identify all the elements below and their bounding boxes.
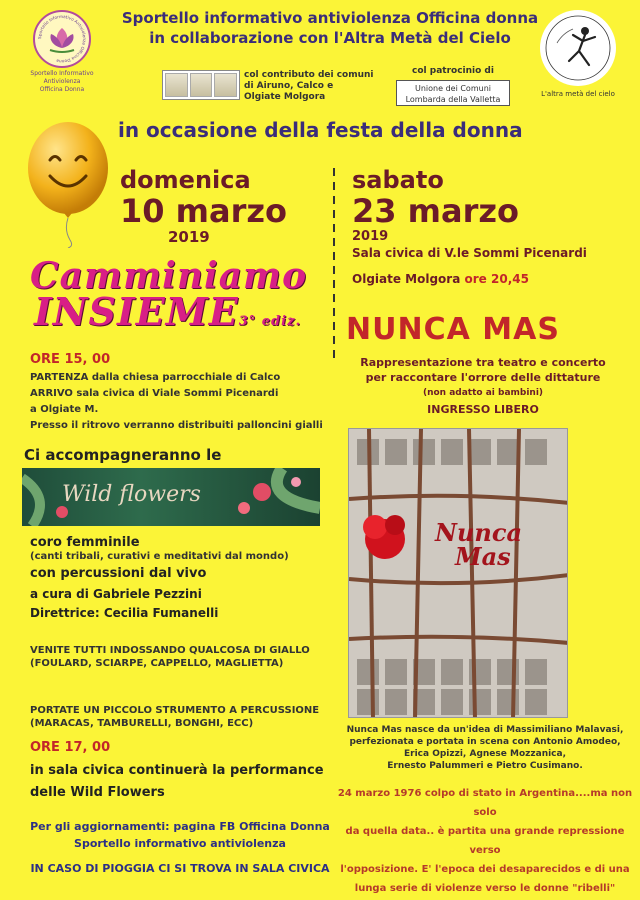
contrib-line-3: Olgiate Molgora [244,92,326,102]
instr-line-1: PORTATE UN PICCOLO STRUMENTO A PERCUSSIONE [30,705,320,716]
header-line-1: Sportello informativo antiviolenza Officina donna [121,9,539,27]
right-year: 2019 [352,229,389,244]
poster-title [435,518,522,571]
history-text [336,784,634,898]
right-town: Olgiate Molgora [352,272,461,286]
credit-line: perfezionata e portata in scena con Antonio Amodeo, [349,737,621,747]
choir-text: coro femminile [30,535,140,550]
logo-left-caption-1: Sportello Informativo Antiviolenza [30,70,94,85]
credit-line: Ernesto Palummeri e Pietro Cusimano. [387,761,583,771]
contrib-line-2: di Airuno, Calco e [244,81,334,91]
walk-title-2 [34,289,344,340]
lotus-logo-icon [33,10,91,68]
rain-note: IN CASO DI PIOGGIA CI SI TROVA IN SALA CIVICA [30,862,330,875]
patronage-label: col patrocinio di [412,66,494,76]
detail-line: ARRIVO sala civica di Viale Sommi Picenardi [30,388,279,399]
percussion-text: con percussioni dal vivo [30,566,207,581]
walk-edition: 3° ediz. [238,314,301,329]
nunca-mas-poster [348,428,568,718]
walk-title: Camminiamo [30,255,308,297]
poster-title-1: Nunca [435,518,522,547]
curated-text: a cura di Gabriele Pezzini [30,587,202,601]
show-description [338,355,628,385]
history-line: da quella data.. è partita una grande repressione verso [345,826,625,856]
credit-line: Nunca Mas nasce da un'idea di Massimiliano Malavasi, [346,725,624,735]
crest-airuno-icon [165,73,188,97]
continue-text [30,760,324,804]
left-details [30,370,330,434]
detail-line: a Olgiate M. [30,404,99,415]
nunca-mas-title: NUNCA MAS [346,312,560,347]
director-text: Direttrice: Cecilia Fumanelli [30,606,219,620]
credit-line: Erica Opizzi, Agnese Mozzanica, [403,749,567,759]
choir-note: (canti tribali, curativi e meditativi dal mondo) [30,551,289,562]
accompany-text: Ci accompagneranno le [24,446,222,464]
header-title [120,8,540,48]
wild-flowers-banner [22,468,320,526]
logo-left-caption-2: Officina Donna [39,86,85,93]
contribution-text [244,70,379,103]
free-entry: INGRESSO LIBERO [427,403,539,416]
right-day: sabato [352,166,444,194]
yellow-line-1: VENITE TUTTI INDOSSANDO QUALCOSA DI GIALLO [30,645,310,656]
left-time-1: ORE 15, 00 [30,352,111,367]
continue-line-1: in sala civica continuerà la performance [30,763,324,778]
patron-line-2: Lombarda della Valletta [405,95,501,104]
municipal-crests [162,70,240,100]
poster-title-2: Mas [455,542,511,571]
right-time: ore 20,45 [464,272,529,286]
left-year: 2019 [168,228,210,246]
poster-art-icon [349,429,568,718]
band-logo-text: Wild flowers [62,482,201,507]
continue-line-2: delle Wild Flowers [30,785,165,800]
detail-line: Presso il ritrovo verranno distribuiti palloncini gialli [30,420,323,431]
updates-line-2: Sportello informativo antiviolenza [74,837,286,850]
desc-line-2: per raccontare l'orrore delle dittature [365,371,601,384]
header-line-2: in collaborazione con l'Altra Metà del Cielo [149,29,511,47]
dancer-logo-icon [540,10,616,86]
occasion-title: in occasione della festa della donna [118,118,523,142]
patron-line-1: Unione dei Comuni [415,84,491,93]
left-date: 10 marzo [120,192,287,230]
credits-text [340,724,630,772]
instr-line-2: (MARACAS, TAMBURELLI, BONGHI, ECC) [30,718,254,729]
crest-calco-icon [190,73,213,97]
left-day: domenica [120,166,251,194]
history-line: l'opposizione. E' l'epoca dei desaparecidos e di una [340,864,630,875]
updates-text [30,818,330,852]
patronage-box [396,80,510,106]
desc-line-1: Rappresentazione tra teatro e concerto [360,356,606,369]
walk-title-insieme: INSIEME [34,289,239,334]
right-venue: Sala civica di V.le Sommi Picenardi [352,246,587,260]
not-for-kids: (non adatto ai bambini) [422,388,544,398]
right-town-time [352,272,529,286]
right-date: 23 marzo [352,192,519,230]
logo-altra-meta [528,10,628,98]
logo-right-caption: L'altra metà del cielo [541,90,615,98]
contrib-line-1: col contributo dei comuni [244,70,374,80]
yellow-line-2: (FOULARD, SCIARPE, CAPPELLO, MAGLIETTA) [30,658,284,669]
smiley-balloon-icon [20,118,116,248]
updates-line-1: Per gli aggiornamenti: pagina FB Officina Donna [30,820,330,833]
logo-officina-donna [16,10,108,94]
instrument-note [30,704,319,730]
left-time-2: ORE 17, 00 [30,740,111,755]
logo-left-ring-text: Sportello Informativo Antiviolenza Officina Donna [36,13,88,65]
history-line: lunga serie di violenze verso le donne "ribelli" [354,883,616,894]
crest-olgiate-icon [214,73,237,97]
detail-line: PARTENZA dalla chiesa parrocchiale di Calco [30,372,281,383]
history-line: 24 marzo 1976 colpo di stato in Argentina....ma non solo [337,788,633,818]
yellow-note [30,644,310,670]
